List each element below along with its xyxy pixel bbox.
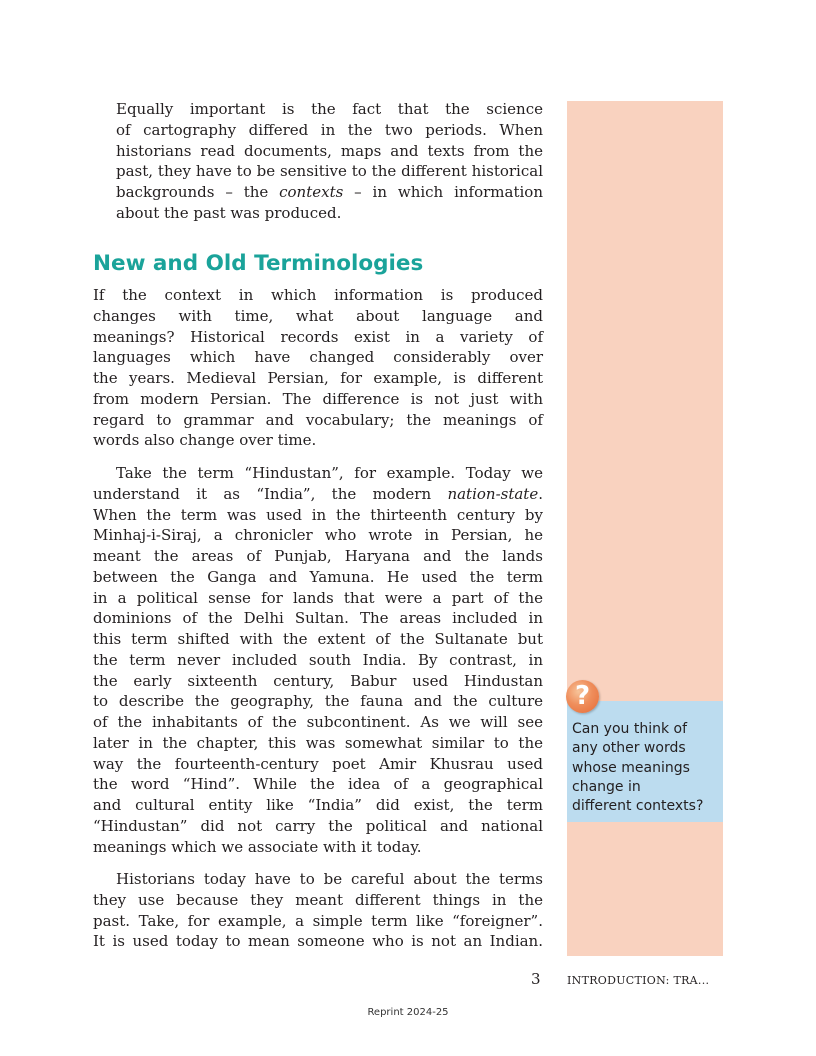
page-number: 3: [531, 970, 541, 988]
text-line: [93, 484, 543, 505]
running-head: INTRODUCTION: TRA...: [567, 974, 710, 987]
paragraph-3: [93, 463, 543, 857]
text-line: the early sixteenth century, Babur used Hindustan: [93, 671, 543, 690]
paragraph-4: [93, 869, 543, 952]
text-fragment: .: [538, 484, 543, 503]
text-line: and cultural entity like “India” did exist, the term: [93, 796, 543, 814]
paragraph-2: [93, 285, 543, 451]
text-line: Historians today have to be careful about the terms: [116, 870, 543, 888]
intro-paragraph: [93, 99, 543, 224]
text-line: Take the term “Hindustan”, for example. Today we: [116, 464, 543, 482]
question-text: Can you think of any other words whose meanings change in different contexts?: [572, 721, 704, 815]
text-line: “Hindustan” did not carry the political and national: [93, 816, 543, 835]
text-line: way the fourteenth-century poet Amir Khusrau used: [93, 754, 543, 773]
section-heading: New and Old Terminologies: [93, 251, 424, 276]
text-line: words also change over time.: [93, 431, 317, 450]
text-line: meanings? Historical records exist in a variety of: [93, 327, 543, 346]
question-mark-icon: ?: [566, 680, 599, 713]
text-line: regard to grammar and vocabulary; the meanings of: [93, 410, 543, 429]
text-line: changes with time, what about language and: [93, 306, 543, 325]
text-line: meant the areas of Punjab, Haryana and the lands: [93, 547, 543, 565]
text-line: from modern Persian. The difference is not just with: [93, 389, 543, 408]
text-line: of the inhabitants of the subcontinent. As we will see: [93, 713, 543, 731]
text-line: the word “Hind”. While the idea of a geographical: [93, 775, 543, 794]
emphasis-nation-state: nation-state: [447, 484, 539, 503]
text-line: the years. Medieval Persian, for example, is different: [93, 369, 543, 387]
text-line: later in the chapter, this was somewhat similar to the: [93, 733, 543, 752]
text-line: they use because they meant different things in the: [93, 890, 543, 909]
text-fragment: – in which information: [343, 183, 543, 201]
text-line: languages which have changed considerably over: [93, 348, 543, 367]
text-line: of cartography differed in the two periods. When: [116, 120, 543, 139]
margin-panel: [567, 101, 723, 956]
text-line: Minhaj-i-Siraj, a chronicler who wrote in Persian, he: [93, 526, 543, 545]
emphasis-contexts: contexts: [279, 183, 344, 201]
text-line: dominions of the Delhi Sultan. The areas included in: [93, 609, 543, 628]
text-line: historians read documents, maps and texts from the: [116, 141, 543, 160]
text-line: past. Take, for example, a simple term like “foreigner”.: [93, 911, 543, 930]
text-line: to describe the geography, the fauna and the culture: [93, 692, 543, 711]
text-line: meanings which we associate with it today.: [93, 837, 422, 856]
text-line: this term shifted with the extent of the Sultanate but: [93, 630, 543, 648]
text-line: [93, 182, 543, 203]
text-line: about the past was produced.: [116, 203, 342, 222]
reprint-notice: Reprint 2024-25: [367, 1007, 449, 1018]
text-fragment: backgrounds – the: [116, 183, 280, 201]
text-line: If the context in which information is produced: [93, 286, 543, 304]
text-line: in a political sense for lands that were a part of the: [93, 588, 543, 607]
text-line: between the Ganga and Yamuna. He used the term: [93, 567, 543, 586]
text-line: It is used today to mean someone who is not an Indian.: [93, 932, 543, 951]
text-line: the term never included south India. By contrast, in: [93, 650, 543, 669]
text-line: Equally important is the fact that the science: [116, 100, 543, 118]
text-line: past, they have to be sensitive to the different historical: [116, 162, 543, 181]
text-fragment: understand it as “India”, the modern: [93, 484, 448, 503]
text-line: When the term was used in the thirteenth century by: [93, 505, 543, 524]
